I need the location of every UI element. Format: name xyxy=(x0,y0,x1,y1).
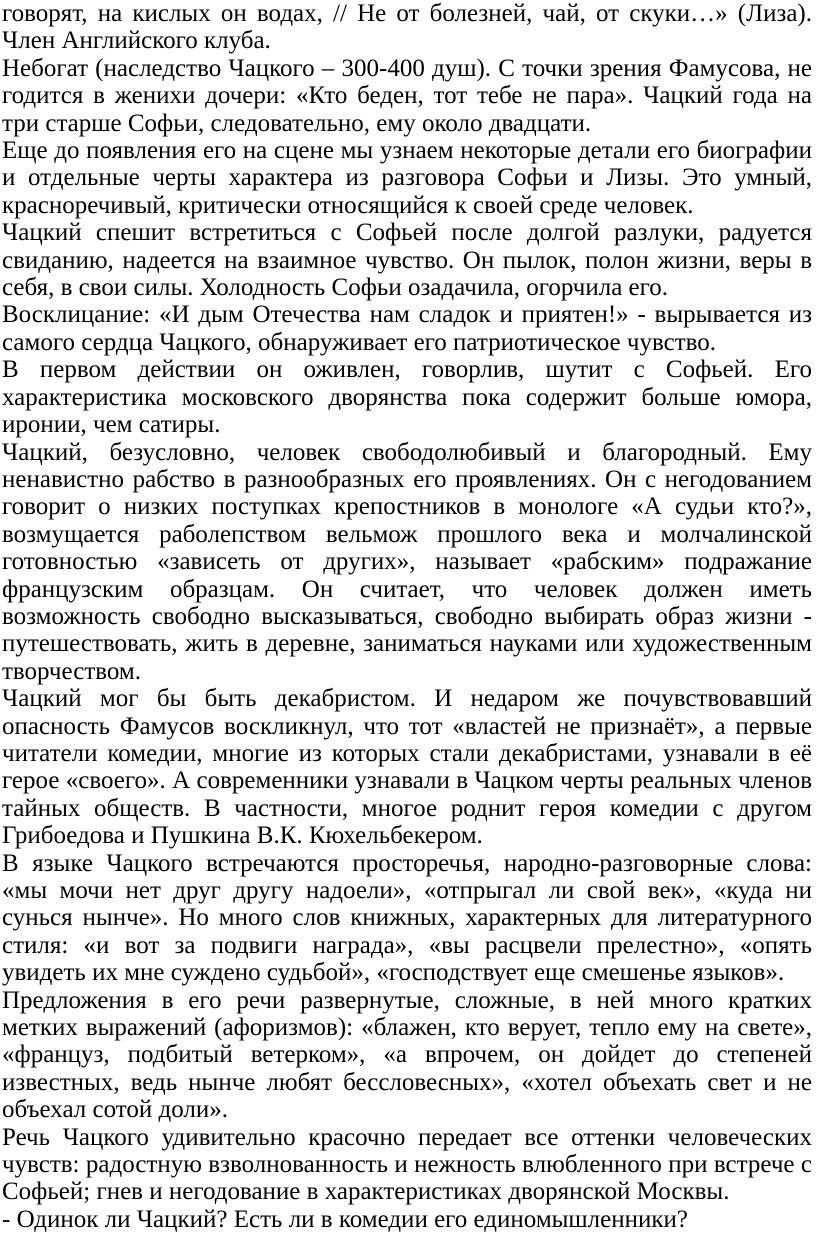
paragraph-6: В первом действии он оживлен, говорлив, шутит с Софьей. Его характеристика московского дворянства пока содержит больше юмора, иронии, чем сатиры. xyxy=(2,356,812,439)
paragraph-2: Небогат (наследство Чацкого – 300-400 душ). С точки зрения Фамусова, не годится в женихи дочери: «Кто беден, тот тебе не пара». Чацкий года на три старше Софьи, следовательно, ему около двадцати. xyxy=(2,54,812,137)
paragraph-8: Чацкий мог бы быть декабристом. И недаром же почувствовавший опасность Фамусов воскликнул, что тот «властей не признаёт», а первые читатели комедии, многие из которых стали декабристами, узнавали в её герое «своего». А современники узнавали в Чацком черты реальных членов тайных обществ. В частности, многое роднит героя комедии с другом Грибоедова и Пушкина В.К. Кюхельбекером. xyxy=(2,685,812,850)
paragraph-12: - Одинок ли Чацкий? Есть ли в комедии его единомышленники? xyxy=(2,1205,689,1233)
paragraph-1: говорят, на кислых он водах, // Не от болезней, чай, от скуки…» (Лиза). Член Английского клуба. xyxy=(2,0,812,55)
paragraph-7: Чацкий, безусловно, человек свободолюбивый и благородный. Ему ненавистно рабство в разнообразных его проявлениях. Он с негодованием говорит о низких поступках крепостников в монологе «А судьи кто?», возмущается раболепством вельмож прошлого века и молчалинской готовностью «зависеть от других», называет «рабским» подражание французским образцам. Он считает, что человек должен иметь возможность свободно высказываться, свободно выбирать образ жизни - путешествовать, жить в деревне, заниматься науками или художественным творчеством. xyxy=(2,438,812,685)
paragraph-5: Восклицание: «И дым Отечества нам сладок и приятен!» - вырывается из самого сердца Чацкого, обнаруживает его патриотическое чувство. xyxy=(2,301,812,356)
paragraph-10: Предложения в его речи развернутые, сложные, в ней много кратких метких выражений (афоризмов): «блажен, кто верует, тепло ему на свете», «француз, подбитый ветерком», «а впрочем, он дойдет до степеней известных, ведь нынче любят бессловесных», «хотел объехать свет и не объехал сотой доли». xyxy=(2,986,812,1124)
paragraph-11: Речь Чацкого удивительно красочно передает все оттенки человеческих чувств: радостную взволнованность и нежность влюбленного при встрече с Софьей; гнев и негодование в характеристиках дворянской Москвы. xyxy=(2,1123,812,1206)
paragraph-9: В языке Чацкого встречаются просторечья, народно-разговорные слова: «мы мочи нет друг другу надоели», «отпрыгал ли свой век», «куда ни сунься нынче». Но много слов книжных, характерных для литературного стиля: «и вот за подвиги награда», «вы расцвели прелестно», «опять увидеть их мне суждено судьбой», «господствует еще смешенье языков». xyxy=(2,849,812,987)
paragraph-4: Чацкий спешит встретиться с Софьей после долгой разлуки, радуется свиданию, надеется на взаимное чувство. Он пылок, полон жизни, веры в себя, в свои силы. Холодность Софьи озадачила, огорчила его. xyxy=(2,219,812,302)
paragraph-3: Еще до появления его на сцене мы узнаем некоторые детали его биографии и отдельные черты характера из разговора Софьи и Лизы. Это умный, красноречивый, критически относящийся к своей среде человек. xyxy=(2,137,812,219)
